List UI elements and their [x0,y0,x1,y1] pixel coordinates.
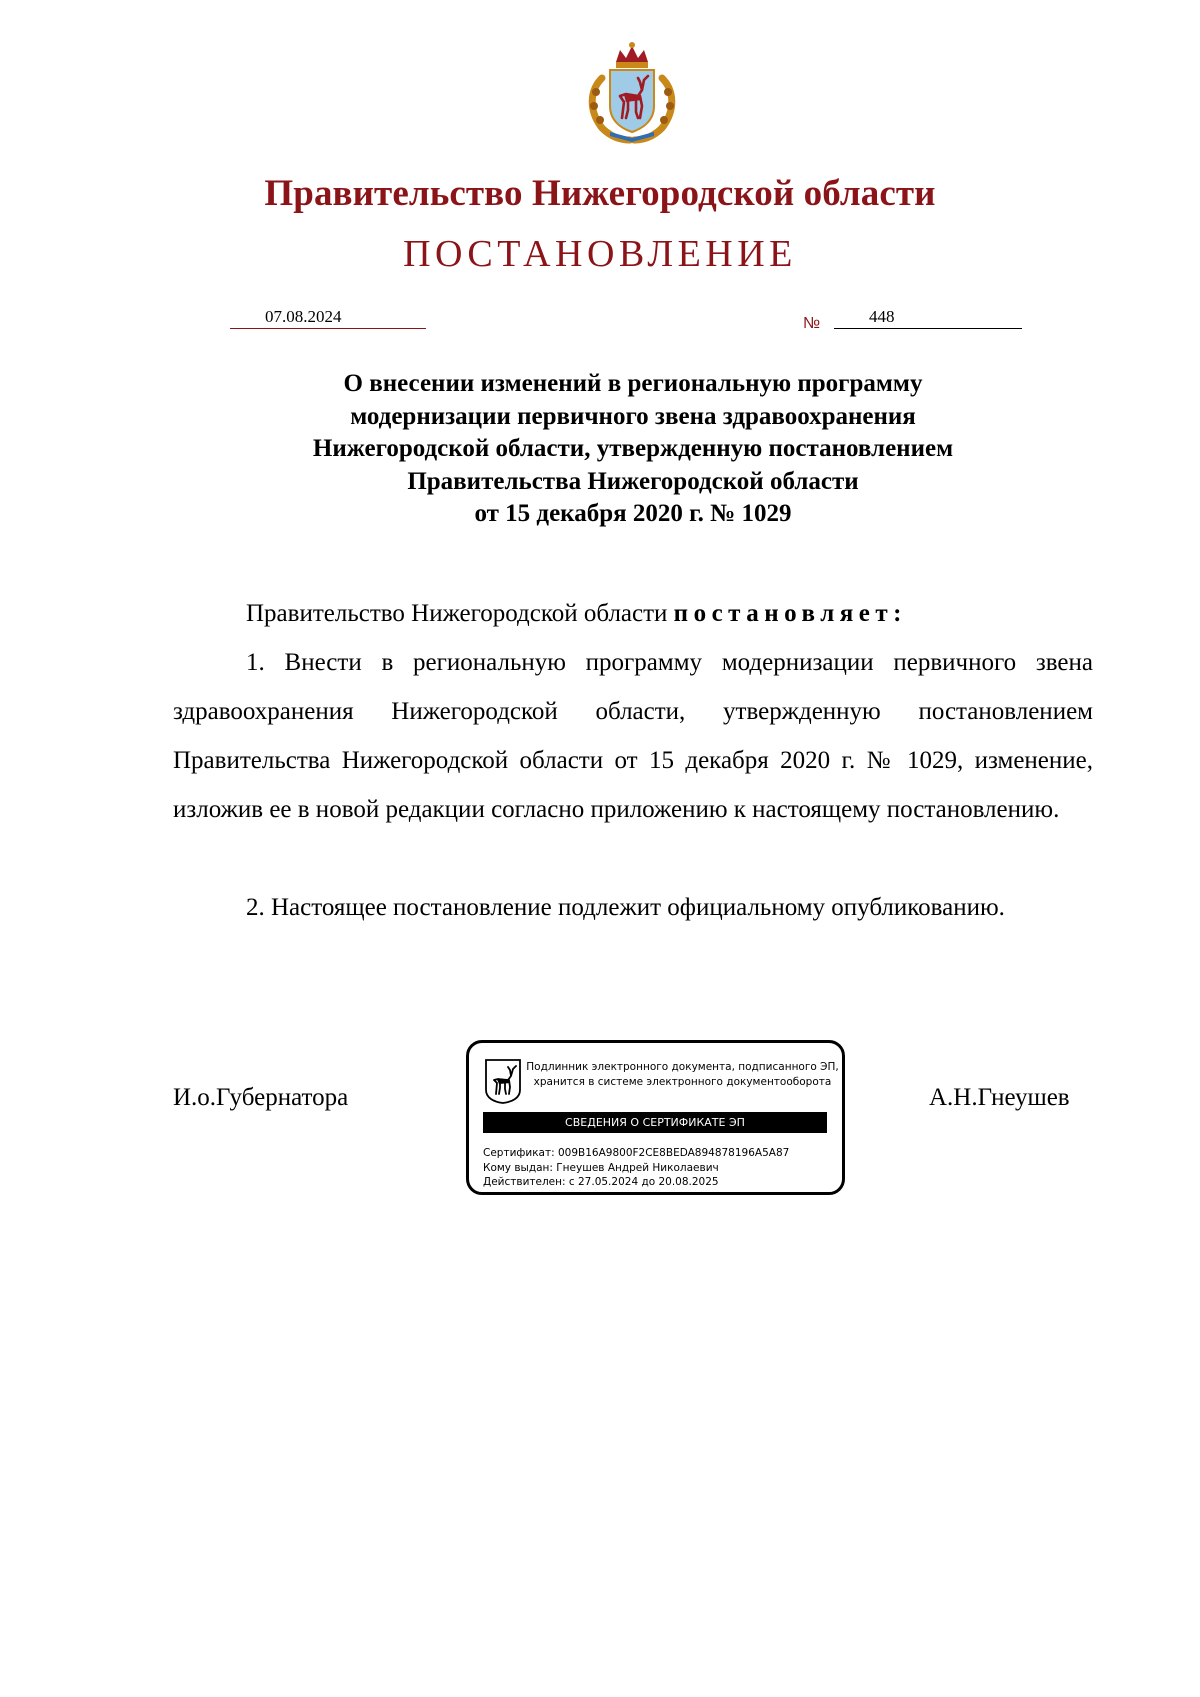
intro-emphasis: постановляет: [673,600,907,627]
signer-position: И.о.Губернатора [173,1084,349,1111]
paragraph-2: 2. Настоящее постановление подлежит официальному опубликованию. [246,894,1005,921]
paragraph-1: 1. Внести в региональную программу модернизации первичного звена здравоохранения Нижегородской области, утвержденную постановлением Правительства Нижегородской области от 15 декабря 2020 г. № 1029, изменение, изложив ее в новой редакции согласно приложению к настоящему постановлению. [173,649,1093,823]
intro-text: Правительство Нижегородской области [246,600,674,627]
signer-name: А.Н.Гнеушев [929,1084,1070,1111]
issued-to-row [483,1161,789,1176]
heading-line: Нижегородской области, утвержденную постановлением [312,435,954,462]
electronic-signature-stamp [466,1040,845,1195]
coat-of-arms-icon [580,40,684,144]
validity-value: с 27.05.2024 до 20.08.2025 [568,1176,719,1188]
document-type: ПОСТАНОВЛЕНИЕ [403,233,797,275]
date-underline [230,328,426,329]
heading-line: модернизации первичного звена здравоохранения [350,402,916,430]
heading-line: О внесении изменений в региональную программу [343,370,923,397]
document-heading [0,368,1200,531]
document-date: 07.08.2024 [265,307,342,326]
heading-line: Правительства Нижегородской области [407,467,859,495]
stamp-header [525,1060,840,1090]
issued-to-value: Гнеушев Андрей Николаевич [556,1161,719,1174]
certificate-value: 009B16A9800F2CE8BEDA894878196A5A87 [557,1147,790,1159]
number-underline [834,328,1022,329]
heading-line: от 15 декабря 2020 г. № 1029 [474,500,792,527]
deer-emblem-icon [484,1058,522,1104]
issued-to-label: Кому выдан: [483,1161,553,1174]
document-date-field [230,306,426,329]
number-sign: № [803,315,821,332]
certificate-row [483,1146,789,1161]
government-title: Правительство Нижегородской области [264,173,936,214]
document-number: 448 [869,307,895,326]
certificate-info-bar: СВЕДЕНИЯ О СЕРТИФИКАТЕ ЭП [483,1112,827,1133]
validity-row [483,1175,789,1190]
stamp-header-line: Подлинник электронного документа, подписанного ЭП, [526,1061,839,1073]
resolution-intro [173,589,1093,638]
certificate-label: Сертификат: [483,1147,555,1159]
certificate-details [483,1146,789,1190]
document-number-field [834,306,1022,329]
validity-label: Действителен: [483,1176,566,1188]
stamp-header-line: хранится в системе электронного документооборота [533,1076,832,1088]
